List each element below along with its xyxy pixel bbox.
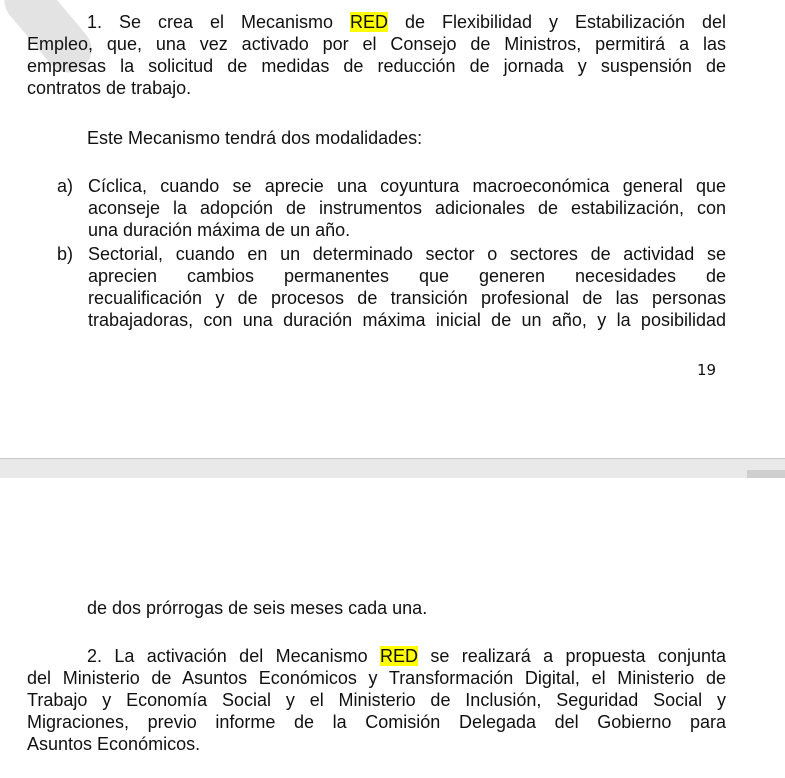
- paragraph-3-line-5: Asuntos Económicos.: [27, 734, 201, 754]
- list-item-a-line-3: una duración máxima de un año.: [88, 220, 351, 240]
- list-item-a: [57, 175, 726, 241]
- continuation-line: de dos prórrogas de seis meses cada una.: [87, 598, 428, 618]
- highlighted-term-red-2: RED: [379, 646, 418, 666]
- list-marker-a: a): [57, 176, 74, 196]
- paragraph-1-line-3: empresas la solicitud de medidas de reducción de jornada y suspensión de: [27, 56, 726, 76]
- page-number: 19: [697, 361, 717, 379]
- paragraph-3-line-3: Trabajo y Economía Social y el Ministerio de Inclusión, Seguridad Social y: [27, 690, 726, 710]
- page-edge-shadow: [747, 470, 785, 478]
- paragraph-1: [27, 11, 726, 99]
- list-item-b-text: [88, 243, 726, 331]
- continuation-paragraph: [27, 597, 726, 619]
- paragraph-3-line-2: del Ministerio de Asuntos Económicos y Transformación Digital, el Ministerio de: [27, 668, 726, 688]
- paragraph-1-line-1: 1. Se crea el Mecanismo RED de Flexibilidad y Estabilización del: [87, 12, 726, 32]
- list-item-b-line-4: trabajadoras, con una duración máxima inicial de un año, y la posibilidad: [88, 310, 726, 330]
- paragraph-2-line-1: Este Mecanismo tendrá dos modalidades:: [87, 128, 423, 148]
- list-item-b-line-1: Sectorial, cuando en un determinado sector o sectores de actividad se: [88, 244, 726, 264]
- paragraph-1-line-2: Empleo, que, una vez activado por el Consejo de Ministros, permitirá a las: [27, 34, 726, 54]
- paragraph-3-line-1: 2. La activación del Mecanismo RED se realizará a propuesta conjunta: [87, 646, 726, 666]
- paragraph-2: [27, 127, 726, 149]
- list-item-a-text: [88, 175, 726, 241]
- paragraph-3: [27, 645, 726, 755]
- list-item-a-line-1: Cíclica, cuando se aprecie una coyuntura macroeconómica general que: [88, 176, 726, 196]
- paragraph-1-line-4: contratos de trabajo.: [27, 78, 192, 98]
- paragraph-3-line-4: Migraciones, previo informe de la Comisión Delegada del Gobierno para: [27, 712, 726, 732]
- page-break-gap: [0, 458, 785, 478]
- list-item-b: [57, 243, 726, 331]
- list-item-b-line-2: aprecien cambios permanentes que generen necesidades de: [88, 266, 726, 286]
- list-marker-b: b): [57, 244, 74, 264]
- list-item-a-line-2: aconseje la adopción de instrumentos adicionales de estabilización, con: [88, 198, 726, 218]
- highlighted-term-red: RED: [349, 12, 388, 32]
- list-item-b-line-3: recualificación y de procesos de transición profesional de las personas: [88, 288, 726, 308]
